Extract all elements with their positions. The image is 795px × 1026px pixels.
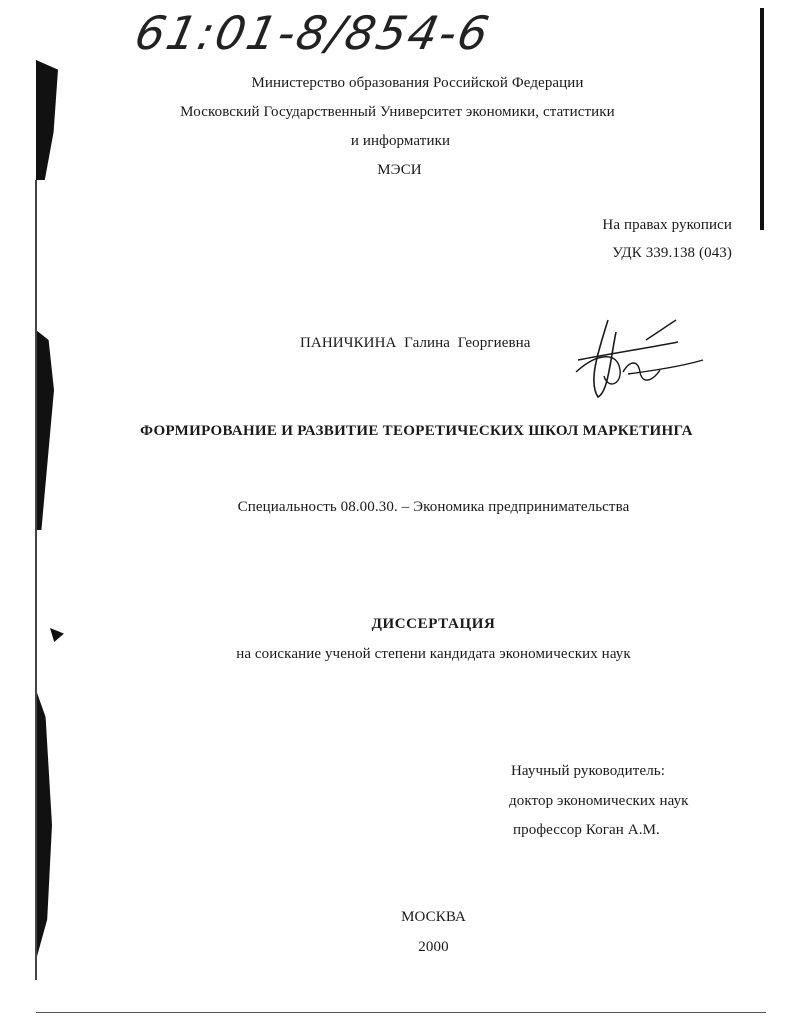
- supervisor-heading: Научный руководитель:: [511, 763, 665, 779]
- author-name: ПАНИЧКИНА Галина Георгиевна: [300, 335, 531, 351]
- city: МОСКВА: [401, 909, 466, 925]
- dissertation-purpose: на соискание ученой степени кандидата экономических наук: [236, 646, 631, 662]
- specialty-line: Специальность 08.00.30. – Экономика предпринимательства: [237, 499, 630, 515]
- supervisor-name: профессор Коган А.М.: [513, 822, 660, 838]
- manuscript-rights: На правах рукописи: [602, 217, 732, 233]
- archive-code-handwritten: 61:01-8/854-6: [130, 6, 496, 60]
- dissertation-title: ФОРМИРОВАНИЕ И РАЗВИТИЕ ТЕОРЕТИЧЕСКИХ ШКОЛ МАРКЕТИНГА: [140, 423, 693, 439]
- scan-edge-left-line: [35, 180, 37, 980]
- signature-mark: [568, 312, 708, 402]
- university-abbreviation: МЭСИ: [377, 162, 422, 178]
- university-line-2: и информатики: [350, 133, 451, 149]
- scan-edge-bottom: [36, 1012, 766, 1013]
- supervisor-degree: доктор экономических наук: [509, 793, 689, 809]
- year: 2000: [418, 939, 449, 955]
- university-line-1: Московский Государственный Университет экономики, статистики: [180, 104, 615, 120]
- ministry-line: Министерство образования Российской Федерации: [251, 75, 584, 91]
- udk-code: УДК 339.138 (043): [612, 245, 732, 261]
- dissertation-label: ДИССЕРТАЦИЯ: [371, 616, 496, 632]
